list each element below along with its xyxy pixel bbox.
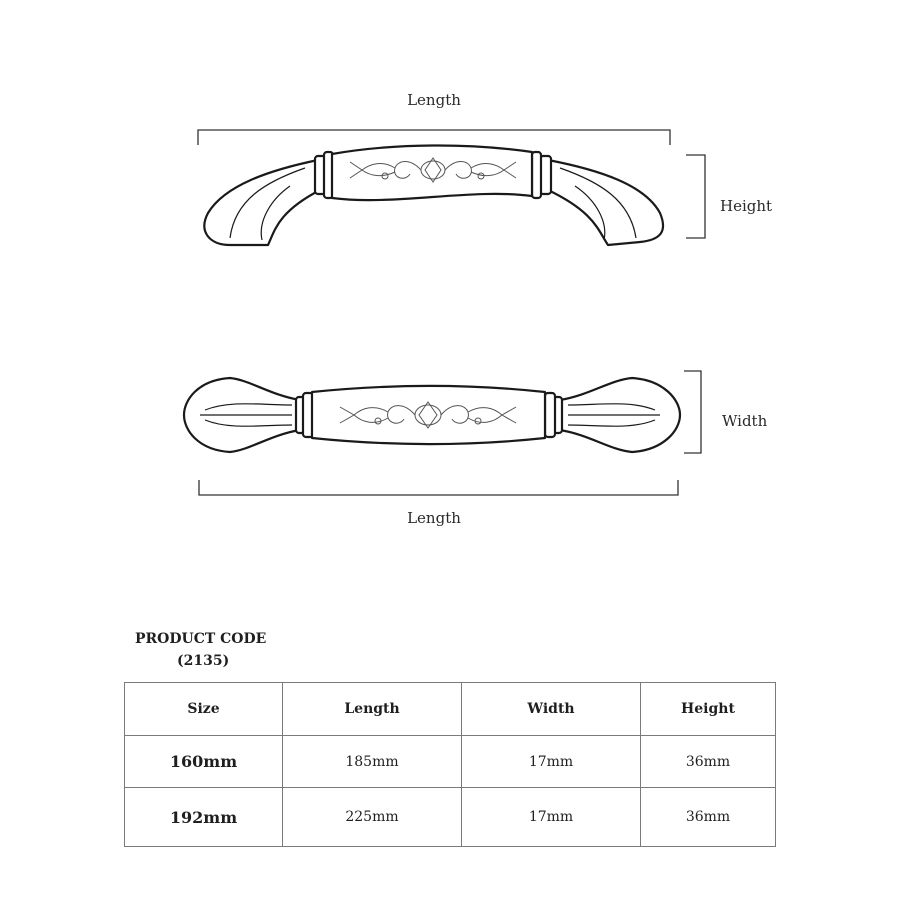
row-width: 17mm [462,736,641,788]
product-code [135,628,295,672]
row-width: 17mm [462,788,641,847]
row-size: 192mm [125,788,283,847]
side-view [198,91,772,245]
product-code-title: PRODUCT CODE [135,631,267,647]
header-width: Width [462,683,641,736]
width-dimension-line [684,371,701,453]
table-header-row [125,683,776,736]
row-length: 225mm [283,788,462,847]
header-length: Length [283,683,462,736]
row-size: 160mm [125,736,283,788]
table-row [125,788,776,847]
top-view [184,371,768,527]
width-label: Width [722,412,768,430]
row-length: 185mm [283,736,462,788]
side-length-label: Length [407,91,461,109]
height-label: Height [720,197,773,215]
header-height: Height [641,683,776,736]
row-height: 36mm [641,788,776,847]
product-code-number: (2135) [177,653,230,669]
table-row [125,736,776,788]
header-size: Size [125,683,283,736]
handle-top-illustration [184,378,680,452]
top-length-label: Length [407,509,461,527]
handle-side-illustration [204,145,663,245]
size-spec-table [124,682,776,847]
side-length-dimension-line [198,130,670,145]
top-length-dimension-line [199,480,678,495]
row-height: 36mm [641,736,776,788]
height-dimension-line [686,155,705,238]
